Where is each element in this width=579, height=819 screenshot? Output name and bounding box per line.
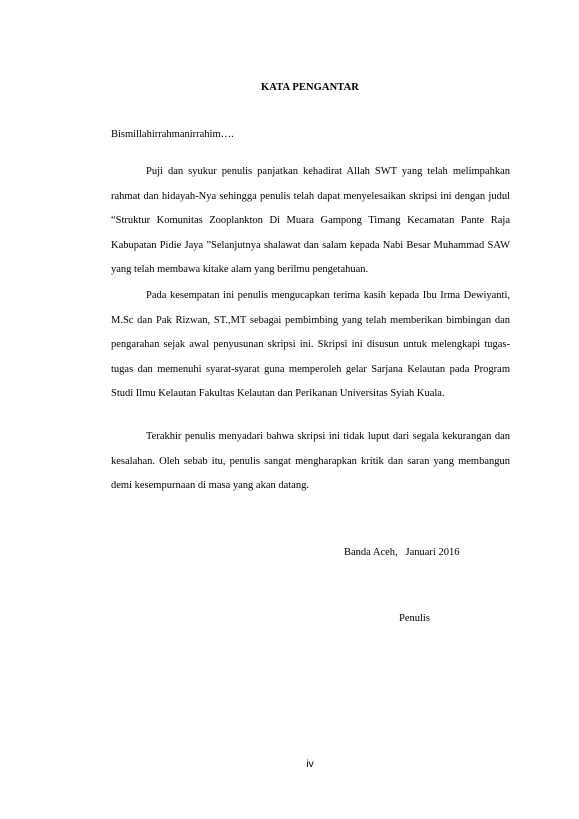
author-signature: Penulis	[399, 613, 430, 624]
place-date: Banda Aceh, Januari 2016	[344, 547, 460, 558]
greeting-text: Bismillahirrahmanirrahim….	[111, 129, 234, 140]
paragraph-acknowledgement: Pada kesempatan ini penulis mengucapkan terima kasih kepada Ibu Irma Dewiyanti, M.Sc dan Pak Rizwan, ST.,MT sebagai pembimbing yang telah memberikan bimbingan dan pengarahan sejak awal penyusunan skripsi ini. Skripsi ini disusun untuk melengkapi tugas-tugas dan memenuhi syarat-syarat guna memperoleh gelar Sarjana Kelautan pada Program Studi Ilmu Kelautan Fakultas Kelautan dan Perikanan Universitas Syiah Kuala.	[111, 290, 510, 400]
paragraph-gratitude: Puji dan syukur penulis panjatkan kehadirat Allah SWT yang telah melimpahkan rahmat dan hidayah-Nya sehingga penulis telah dapat menyelesaikan skripsi ini dengan judul “Struktur Komunitas Zooplankton Di Muara Gampong Timang Kecamatan Pante Raja Kabupatan Pidie Jaya ”Selanjutnya shalawat dan salam kepada Nabi Besar Muhammad SAW yang telah membawa kitake alam yang berilmu pengetahuan.	[111, 166, 510, 276]
paragraph-closing: Terakhir penulis menyadari bahwa skripsi ini tidak luput dari segala kekurangan dan kesalahan. Oleh sebab itu, penulis sangat mengharapkan kritik dan saran yang membangun demi kesempurnaan di masa yang akan datang.	[111, 431, 510, 492]
page-title: KATA PENGANTAR	[261, 82, 359, 93]
page-number: iv	[306, 758, 314, 770]
